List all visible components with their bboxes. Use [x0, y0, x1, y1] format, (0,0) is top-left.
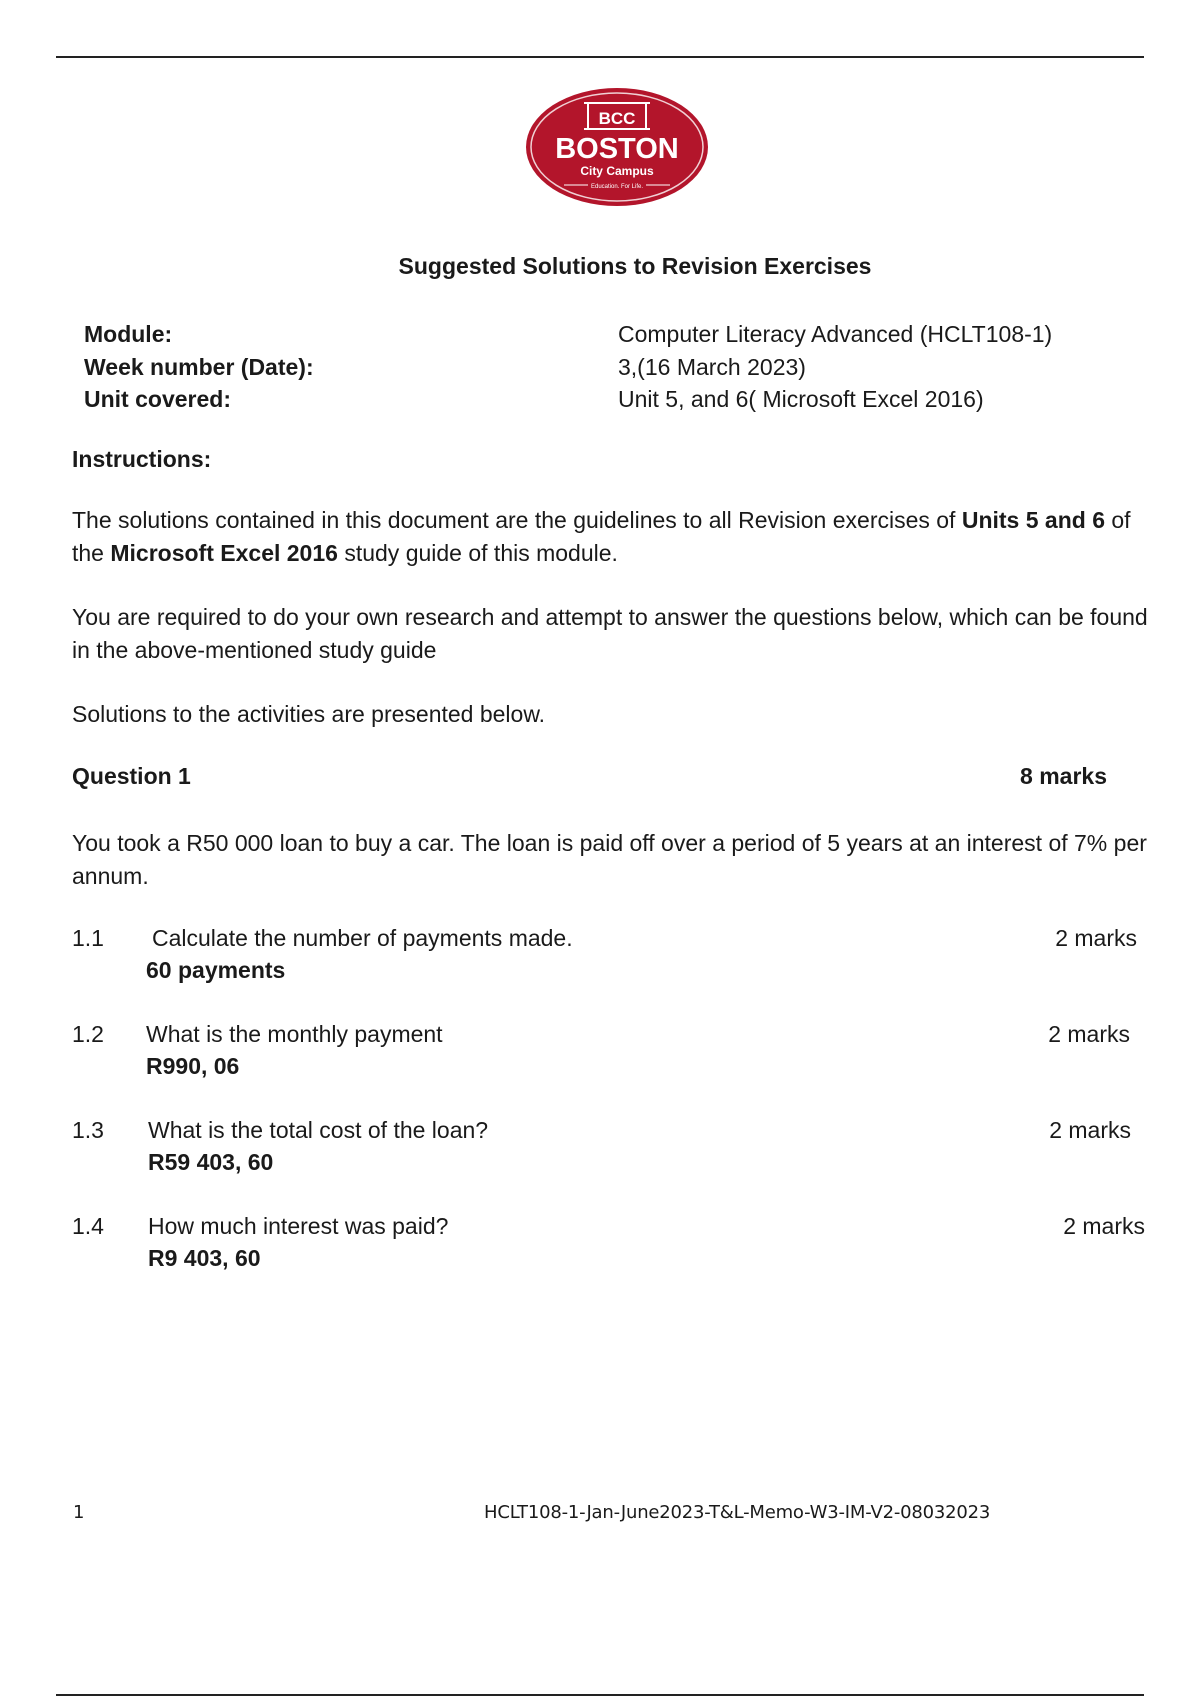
footer-document-code: HCLT108-1-Jan-June2023-T&L-Memo-W3-IM-V2-08032023: [484, 1502, 991, 1523]
question-number: 1.4: [72, 1213, 104, 1239]
module-value: Computer Literacy Advanced (HCLT108-1): [618, 321, 1053, 347]
question-answer: R990, 06: [146, 1053, 240, 1079]
instructions-heading: Instructions:: [72, 446, 212, 472]
week-value: 3,(16 March 2023): [618, 353, 806, 380]
question-number: 1.1: [72, 925, 104, 951]
question-item: [72, 1018, 1144, 1082]
question-answer: 60 payments: [146, 957, 286, 983]
logo-initials: BCC: [598, 109, 636, 128]
unit-row: [84, 383, 1052, 416]
page-title: Suggested Solutions to Revision Exercises: [398, 253, 872, 279]
top-rule: [56, 56, 1144, 58]
question-item: [72, 1114, 1144, 1178]
question-text: How much interest was paid?: [148, 1213, 449, 1239]
unit-label: Unit covered:: [84, 386, 231, 412]
question-answer: R59 403, 60: [148, 1149, 274, 1175]
module-label: Module:: [84, 321, 173, 347]
question-1-scenario: You took a R50 000 loan to buy a car. The loan is paid off over a period of 5 years at an interest of 7% per annum.: [72, 830, 1147, 889]
question-1-title: Question 1: [72, 763, 191, 789]
question-answer: R9 403, 60: [148, 1245, 261, 1271]
instructions-paragraph-1: The solutions contained in this document are the guidelines to all Revision exercises of Units 5 and 6 of the Microsoft Excel 2016 study guide of this module.: [72, 507, 1131, 566]
question-marks: 2 marks: [1048, 1021, 1130, 1047]
module-row: [84, 318, 1052, 351]
instructions-paragraph-2: You are required to do your own research and attempt to answer the questions below, which can be found in the above-mentioned study guide: [72, 604, 1148, 663]
unit-value: Unit 5, and 6( Microsoft Excel 2016): [618, 386, 984, 412]
question-1-marks: 8 marks: [1020, 763, 1107, 789]
question-text: Calculate the number of payments made.: [152, 925, 573, 951]
logo-tagline: Education. For Life.: [590, 184, 644, 190]
question-1-heading: [72, 763, 1107, 790]
bottom-rule: [56, 1694, 1144, 1696]
instructions-paragraph-3: Solutions to the activities are presented below.: [72, 701, 546, 727]
question-item: [72, 922, 1144, 986]
question-text: What is the total cost of the loan?: [148, 1117, 489, 1143]
question-number: 1.3: [72, 1117, 104, 1143]
question-item: [72, 1210, 1144, 1274]
question-marks: 2 marks: [1063, 1213, 1145, 1239]
logo-wordmark: BOSTON: [555, 133, 679, 165]
question-number: 1.2: [72, 1021, 104, 1047]
week-row: [84, 351, 1052, 384]
week-label: Week number (Date):: [84, 353, 314, 380]
module-info: [84, 318, 1052, 416]
question-marks: 2 marks: [1055, 925, 1137, 951]
footer-page-number: 1: [73, 1502, 85, 1523]
boston-city-campus-logo: [524, 86, 710, 208]
question-marks: 2 marks: [1049, 1117, 1131, 1143]
logo-subtext: City Campus: [580, 164, 654, 178]
question-text: What is the monthly payment: [146, 1021, 443, 1047]
